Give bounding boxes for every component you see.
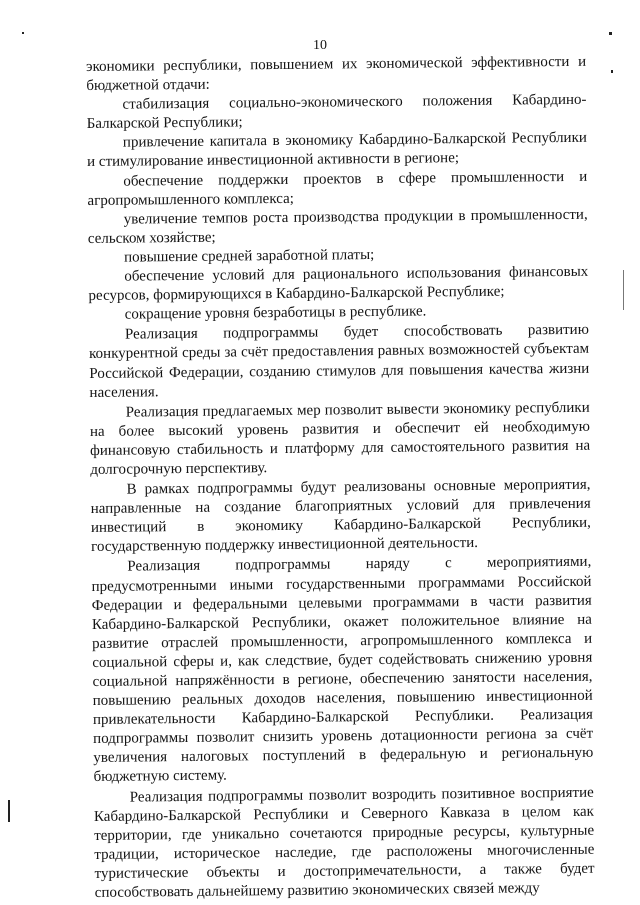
scan-edge-mark — [8, 800, 10, 822]
paragraph-activities: В рамках подпрограммы будут реализованы основные мероприятия, направленные на создание благоприятных условий для привлечения инвестиций в экономику Кабардино-Балкарской Республики, государственную поддержку инвестиционной деятельности. — [90, 476, 591, 556]
paragraph-competition: Реализация подпрограммы будет способствовать развитию конкурентной среды за счёт предоставления равных возможностей субъектам Российской Федерации, созданию стимулов для повышения качества жизни населения. — [89, 322, 590, 401]
scan-speck — [22, 32, 24, 34]
document-body — [86, 53, 595, 903]
scan-edge-mark — [623, 270, 624, 310]
list-item-stabilization: стабилизация социально-экономического положения Кабардино-Балкарской Республики; — [86, 91, 587, 133]
paragraph-impact: Реализация подпрограммы наряду с мероприятиями, предусмотренными иными государственными программами Российской Федерации и федеральными целевыми программами в части развития Кабардино-Балкарской Республики, окажет положительное влияние на развитие отраслей промышленности, агропромышленного комплекса и социальной сферы и, как следствие, будет содействовать снижению уровня социальной напряжённости в регионе, обеспечению занятости населения, повышению реальных доходов населения, повышению инвестиционной привлекательности Кабардино-Балкарской Республики. Реализация подпрограммы позволит снизить уровень дотационности региона за счёт увеличения налоговых поступлений в федеральную и региональную бюджетную систему. — [91, 554, 594, 786]
list-item-support: обеспечение поддержки проектов в сфере промышленности и агропромышленного комплекса; — [87, 168, 588, 209]
list-item-unemployment: сокращение уровня безработицы в республике. — [124, 303, 427, 323]
scan-speck — [611, 70, 613, 73]
list-item-finance: обеспечение условий для рационального использования финансовых ресурсов, формирующихся в Кабардино-Балкарской Республике; — [88, 263, 589, 305]
paragraph-measures: Реализация предлагаемых мер позволит вывести экономику республики на более высокий уровень развития и обеспечит ей необходимую финансовую стабильность и платформу для самостоятельного развития на долгосрочную перспективу. — [89, 399, 591, 478]
paragraph-continuation: экономики республики, повышением их экономической эффективности и бюджетной отдачи: — [86, 53, 587, 95]
list-item-capital: привлечение капитала в экономику Кабардино-Балкарской Республики и стимулирование инвестиционной активности в регионе; — [87, 130, 587, 171]
page-number: 10 — [313, 38, 327, 53]
list-item-growth: увеличение темпов роста производства продукции в промышленности, сельском хозяйстве; — [87, 206, 588, 247]
list-item-salary: повышение средней заработной платы; — [124, 246, 375, 266]
paragraph-perception: Реализация подпрограммы позволит возродить позитивное восприятие Кабардино-Балкарской Республики и Северного Кавказа в целом как территории, где уникально сочетаются природные ресурсы, культурные традиции, историческое наследие, где расположены многочисленные туристические объекты и достопримечательности, а также будет способствовать дальнейшему развитию экономических связей между — [93, 784, 595, 901]
scan-speck — [609, 32, 612, 35]
